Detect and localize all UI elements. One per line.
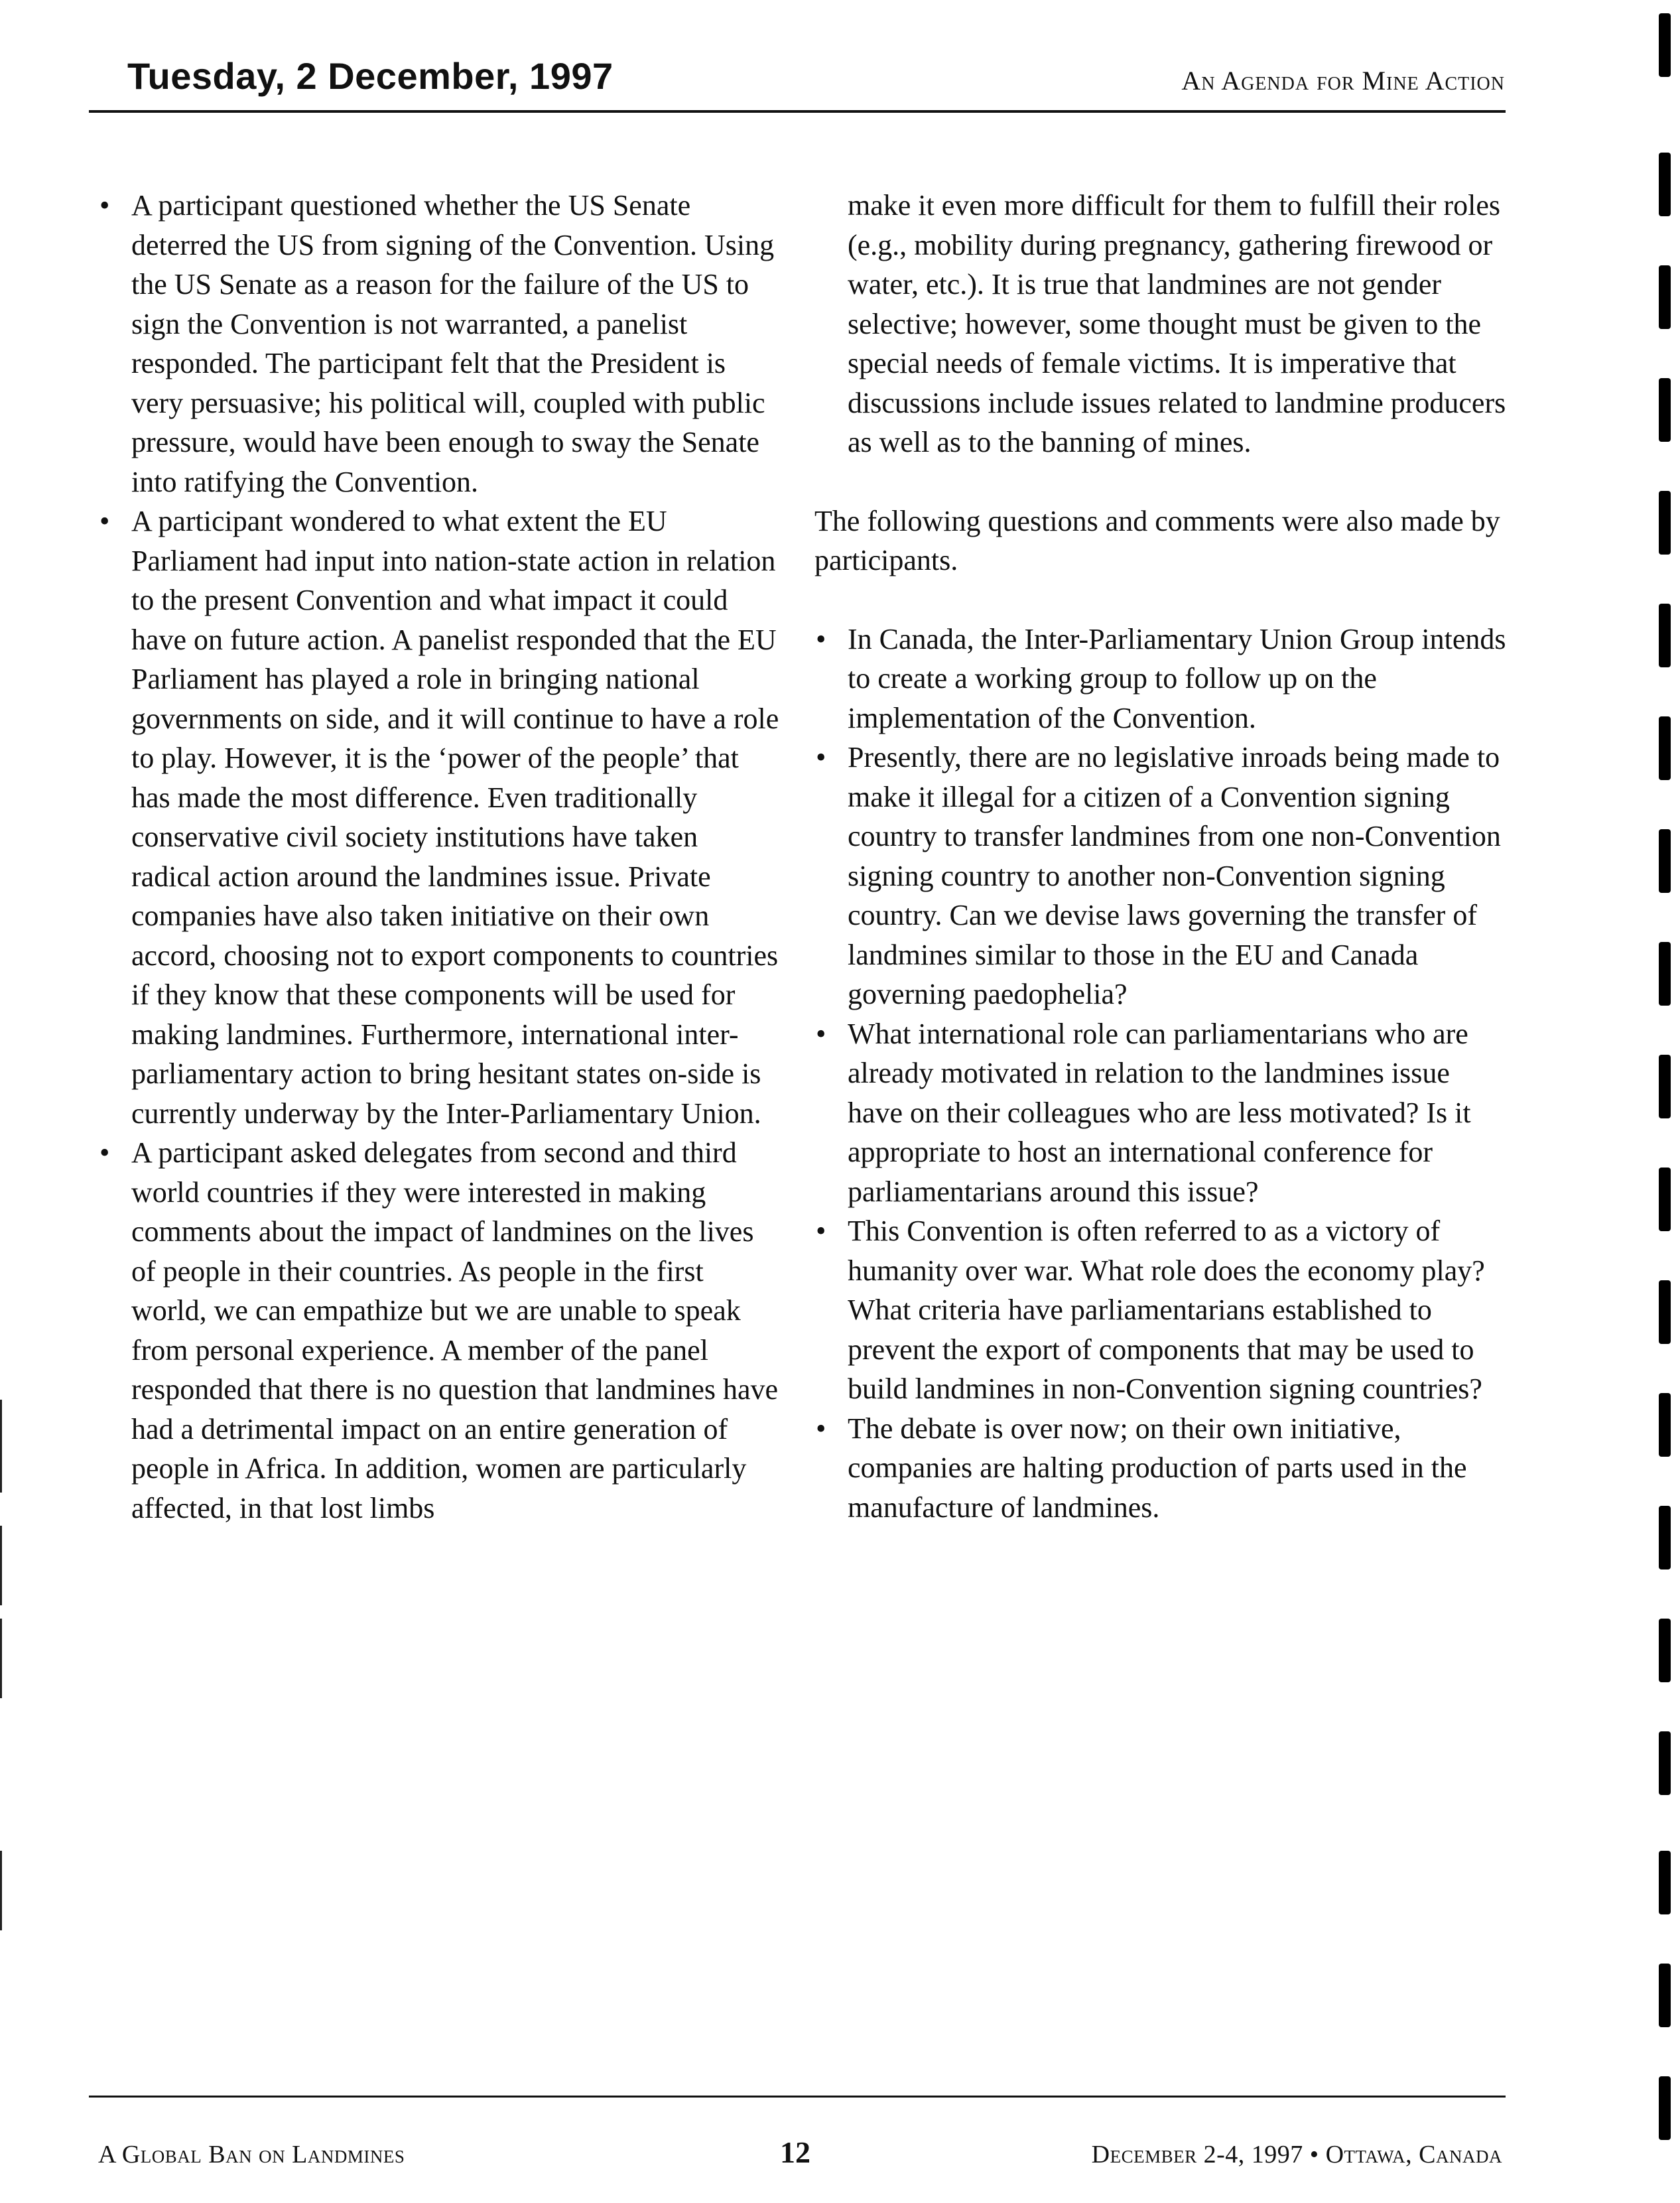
left-column: [98, 186, 781, 1528]
binding-hole: [1659, 2076, 1671, 2140]
binding-hole: [1659, 153, 1671, 216]
page-number: 12: [780, 2135, 810, 2169]
participants-intro: The following questions and comments were also made by participants.: [814, 504, 1500, 576]
scan-edge-mark: [0, 1619, 2, 1698]
binding-hole: [1659, 1619, 1671, 1682]
bullet-item: • The debate is over now; on their own initiative, companies are halting production of parts used in the manufacture of landmines.: [814, 1409, 1511, 1528]
binding-hole: [1659, 1280, 1671, 1344]
bullet-item: • Presently, there are no legislative inroads being made to make it illegal for a citizen of a Convention signing country to transfer landmines from one non-Convention signing country to another non-Convention signing country. Can we devise laws governing the transfer of landmines similar to those in the EU and Canada governing paedophelia?: [814, 738, 1511, 1014]
bullet-item: • What international role can parliamentarians who are already motivated in relation to the landmines issue have on their colleagues who are less motivated? Is it appropriate to host an international conference for parliamentarians around this issue?: [814, 1014, 1511, 1212]
binding-hole: [1659, 716, 1671, 780]
bullet-item: • A participant questioned whether the US Senate deterred the US from signing of the Convention. Using the US Senate as a reason for the failure of the US to sign the Convention is not warranted, a panelist responded. The participant felt that the President is very persuasive; his political will, coupled with public pressure, would have been enough to sway the Senate into ratifying the Convention.: [98, 186, 781, 501]
bullet-item: • In Canada, the Inter-Parliamentary Union Group intends to create a working group to follow up on the implementation of the Convention.: [814, 620, 1511, 738]
binding-hole: [1659, 1964, 1671, 2027]
binding-hole: [1659, 1393, 1671, 1457]
binding-hole: [1659, 265, 1671, 329]
binding-hole: [1659, 604, 1671, 667]
header-title: An Agenda for Mine Action: [1181, 66, 1505, 96]
binding-hole: [1659, 829, 1671, 893]
continued-paragraph: make it even more difficult for them to fulfill their roles (e.g., mobility during pregnancy, gathering firewood or water, etc.). It is true that landmines are not gender selective; however, some thought must be given to the special needs of female victims. It is imperative that discussions include issues related to landmine producers as well as to the banning of mines.: [848, 189, 1506, 458]
scan-edge-mark: [0, 1400, 2, 1493]
binding-hole: [1659, 1731, 1671, 1795]
binding-hole: [1659, 491, 1671, 555]
bullet-item: • This Convention is often referred to as a victory of humanity over war. What role does the economy play? What criteria have parliamentarians established to prevent the export of components that may be used to build landmines in non-Convention signing countries?: [814, 1211, 1511, 1409]
binding-hole: [1659, 1168, 1671, 1231]
scan-edge-mark: [0, 1526, 2, 1605]
footer-rule: [89, 2096, 1506, 2098]
binding-hole: [1659, 1055, 1671, 1118]
bullet-item: • A participant asked delegates from second and third world countries if they were interested in making comments about the impact of landmines on the lives of people in their countries. As people in the first world, we can empathize but we are unable to speak from personal experience. A member of the panel responded that there is no question that landmines have had a detrimental impact on an entire generation of people in Africa. In addition, women are particularly affected, in that lost limbs: [98, 1133, 781, 1528]
right-column: [814, 186, 1511, 1527]
binding-hole: [1659, 1506, 1671, 1569]
binding-hole: [1659, 1851, 1671, 1914]
bullet-item: • A participant wondered to what extent the EU Parliament had input into nation-state action in relation to the present Convention and what impact it could have on future action. A panelist responded that the EU Parliament has played a role in bringing national governments on side, and it will continue to have a role to play. However, it is the ‘power of the people’ that has made the most difference. Even traditionally conservative civil society institutions have taken radical action around the landmines issue. Private companies have also taken initiative on their own accord, choosing not to export components to countries if they know that these components will be used for making landmines. Furthermore, international inter-parliamentary action to bring hesitant states on-side is currently underway by the Inter-Parliamentary Union.: [98, 501, 781, 1133]
scan-edge-mark: [0, 1851, 2, 1930]
binding-holes: [1640, 0, 1680, 2203]
header-rule: [89, 110, 1506, 113]
header-date: Tuesday, 2 December, 1997: [127, 55, 614, 97]
left-bullet-list: [98, 186, 781, 1528]
footer-event: December 2-4, 1997 • Ottawa, Canada: [1091, 2141, 1502, 2169]
binding-hole: [1659, 13, 1671, 77]
right-bullet-list: [814, 620, 1511, 1528]
binding-hole: [1659, 378, 1671, 442]
binding-hole: [1659, 942, 1671, 1006]
footer-publication: A Global Ban on Landmines: [98, 2141, 405, 2169]
